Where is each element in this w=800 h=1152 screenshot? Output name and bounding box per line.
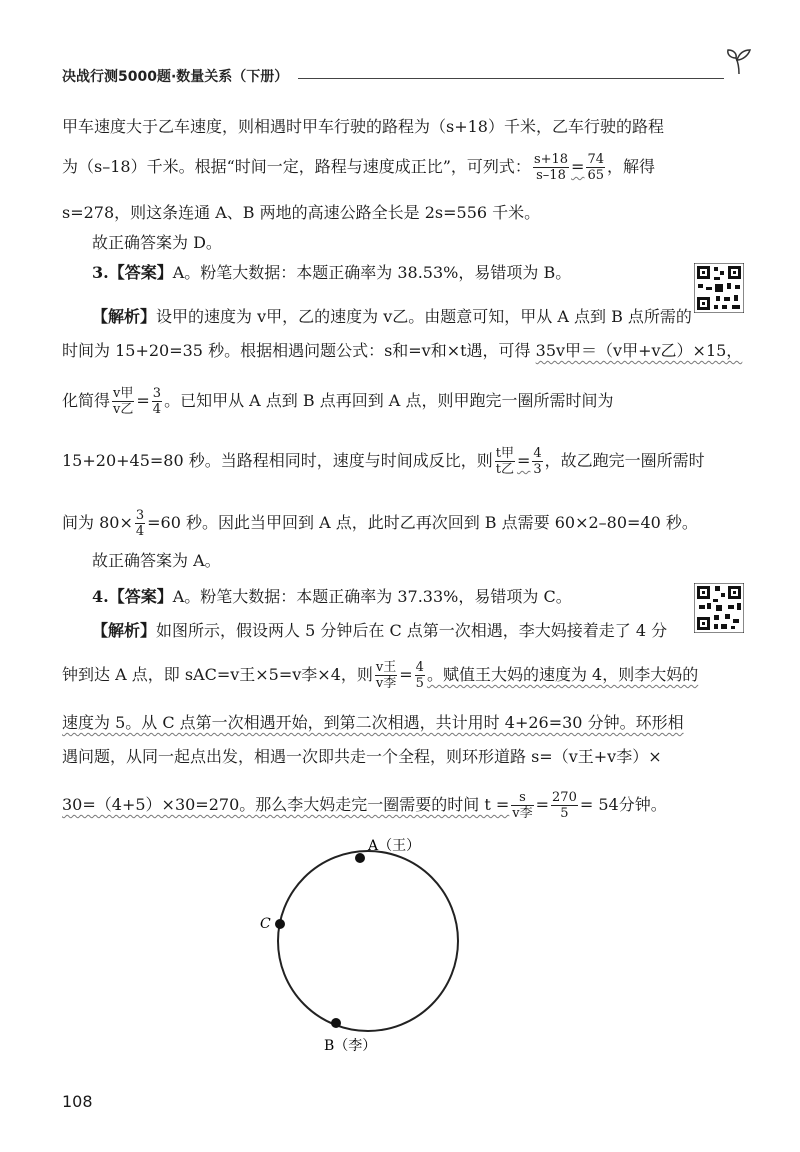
fraction-numerator: 4 [415, 660, 424, 675]
text-line [62, 508, 698, 539]
fraction-numerator: 3 [135, 508, 145, 523]
fraction [532, 446, 542, 477]
equals-sign: = [535, 795, 550, 814]
equals-sign: = [399, 665, 413, 684]
text-line [62, 386, 613, 417]
equals-sign: = [516, 451, 531, 470]
text-span: = 54分钟。 [579, 795, 667, 814]
equals-sign: = [136, 391, 150, 410]
fraction [586, 152, 605, 183]
point-c [275, 919, 285, 929]
page-number: 108 [62, 1092, 93, 1111]
text-line [62, 446, 705, 477]
text-line [62, 152, 655, 183]
equation: 35v甲＝（v甲+v乙）×15， [535, 341, 743, 360]
fraction [112, 386, 134, 417]
fraction-denominator: 3 [533, 462, 542, 477]
fraction [375, 660, 397, 691]
fraction [551, 790, 578, 821]
fraction [415, 660, 425, 691]
text-span: ，故乙跑完一圈所需时 [544, 451, 705, 470]
equation [493, 446, 545, 477]
text-span: 钟到达 A 点，即 sAC=v王×5=v李×4，则 [62, 665, 373, 684]
fraction-denominator: t乙 [495, 462, 514, 477]
text-span: 间为 80× [62, 513, 133, 532]
text-span: 时间为 15+20=35 秒。根据相遇问题公式：s和=v和×t遇，可得 [62, 341, 536, 360]
fraction-numerator: 74 [587, 152, 604, 167]
text-line [62, 660, 698, 691]
circular-track-diagram [240, 828, 480, 1058]
answer-line: 故正确答案为 D。 [92, 233, 222, 252]
analysis-tag: 【解析】 [92, 621, 157, 640]
fraction-denominator: v乙 [113, 402, 134, 417]
fraction-denominator: 65 [587, 168, 604, 183]
equation [531, 152, 607, 183]
fraction-numerator: s+18 [533, 152, 569, 167]
fraction-numerator: v甲 [113, 386, 134, 401]
text-span: 15+20+45=80 秒。当路程相同时，速度与时间成反比，则 [62, 451, 493, 470]
equals-sign: = [571, 157, 585, 176]
fraction-denominator: 5 [415, 676, 424, 691]
fraction-denominator: 5 [560, 806, 569, 821]
text-span: 为（s–18）千米。根据“时间一定，路程与速度成正比”，可列式： [62, 157, 531, 176]
fraction-numerator: 270 [552, 790, 577, 805]
qr-code [694, 583, 744, 633]
text-span: 设甲的速度为 v甲，乙的速度为 v乙。由题意可知，甲从 A 点到 B 点所需的 [156, 307, 692, 326]
highlighted-text: 速度为 5。从 C 点第一次相遇开始，到第二次相遇，共计用时 4+26=30 分钟。环形相 [62, 713, 684, 732]
running-header [62, 66, 752, 90]
fraction [511, 790, 533, 821]
sprout-icon [724, 46, 754, 76]
text-line: 甲车速度大于乙车速度，则相遇时甲车行驶的路程为（s+18）千米，乙车行驶的路程 [62, 117, 664, 136]
point-b [331, 1018, 341, 1028]
fraction-denominator: s–18 [536, 168, 566, 183]
label-c: C [260, 916, 271, 932]
qr-code [694, 263, 744, 313]
analysis-tag: 【解析】 [92, 307, 157, 326]
fraction [152, 386, 162, 417]
text-span: 化简得 [62, 391, 111, 410]
text-line [62, 712, 684, 734]
highlighted-text: 。赋值王大妈的速度为 4，则李大妈的 [426, 665, 699, 684]
text-line [62, 340, 742, 362]
label-a: A（王） [368, 838, 421, 854]
fraction-denominator: 4 [135, 524, 145, 539]
track-ellipse [278, 851, 458, 1031]
text-line [92, 620, 667, 642]
header-rule [298, 78, 724, 79]
text-span: =60 秒。因此当甲回到 A 点，此时乙再次回到 B 点需要 60×2–80=40 秒。 [147, 513, 698, 532]
highlighted-text: 30=（4+5）×30=270。那么李大妈走完一圈需要的时间 t = [62, 795, 510, 814]
qr-code-icon [694, 263, 744, 313]
fraction-denominator: v李 [512, 806, 533, 821]
fraction-denominator: 4 [152, 402, 162, 417]
text-line: s=278，则这条连通 A、B 两地的高速公路全长是 2s=556 千米。 [62, 203, 541, 222]
answer-header [92, 262, 571, 284]
text-line [62, 790, 667, 821]
fraction [135, 508, 145, 539]
answer-line: 故正确答案为 A。 [92, 551, 221, 570]
header-title: 决战行测5000题·数量关系（下册） [62, 69, 289, 85]
fraction-numerator: 4 [533, 446, 542, 461]
answer-tag: 4.【答案】 [92, 587, 173, 606]
text-span: 。已知甲从 A 点到 B 点再回到 A 点，则甲跑完一圈所需时间为 [164, 391, 614, 410]
point-a [355, 853, 365, 863]
fraction-numerator: t甲 [495, 446, 514, 461]
fraction-numerator: 3 [152, 386, 162, 401]
fraction-numerator: s [511, 790, 533, 806]
answer-text: A。粉笔大数据：本题正确率为 38.53%，易错项为 B。 [172, 263, 572, 282]
text-span: ，解得 [607, 157, 656, 176]
text-span: 如图所示，假设两人 5 分钟后在 C 点第一次相遇，李大妈接着走了 4 分 [156, 621, 668, 640]
text-line: 遇问题，从同一起点出发，相遇一次即共走一个全程，则环形道路 s=（v王+v李）× [62, 747, 662, 766]
fraction [495, 446, 515, 477]
label-b: B（李） [324, 1038, 377, 1054]
answer-text: A。粉笔大数据：本题正确率为 37.33%，易错项为 C。 [172, 587, 572, 606]
answer-header [92, 586, 572, 608]
qr-code-icon [694, 583, 744, 633]
text-line [92, 306, 692, 328]
fraction-numerator: v王 [375, 660, 397, 675]
fraction [533, 152, 569, 183]
fraction-denominator: v李 [375, 676, 397, 691]
answer-tag: 3.【答案】 [92, 263, 173, 282]
